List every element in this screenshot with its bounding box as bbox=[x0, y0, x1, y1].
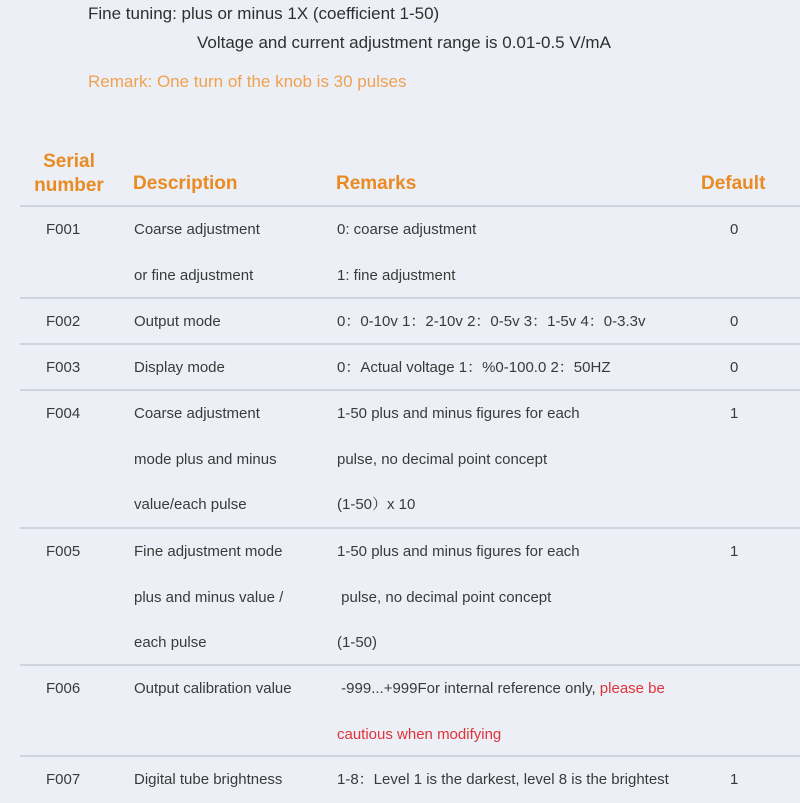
serial-cell: F004 bbox=[46, 405, 81, 422]
remarks-cell bbox=[337, 529, 580, 666]
knob-remark-text: Remark: One turn of the knob is 30 pulses bbox=[88, 72, 407, 91]
serial-cell: F007 bbox=[46, 771, 81, 788]
remarks-cell bbox=[337, 299, 645, 345]
default-cell: 1 bbox=[730, 771, 739, 788]
description-line: Digital tube brightness bbox=[134, 771, 283, 788]
default-cell: 1 bbox=[730, 543, 739, 560]
serial-cell: F003 bbox=[46, 359, 81, 376]
header-serial-line1: Serial bbox=[43, 151, 95, 172]
remarks-line: 1-8：Level 1 is the darkest, level 8 is the brightest bbox=[337, 771, 669, 788]
default-cell: 0 bbox=[730, 313, 739, 330]
fine-tuning-text: Fine tuning: plus or minus 1X (coefficient 1-50) bbox=[88, 4, 440, 23]
description-line: Fine adjustment mode bbox=[134, 543, 283, 560]
description-line: Display mode bbox=[134, 359, 225, 376]
description-cell bbox=[134, 757, 282, 803]
table-row bbox=[20, 345, 800, 391]
description-line: Coarse adjustment bbox=[134, 405, 260, 422]
description-line: Coarse adjustment bbox=[134, 221, 260, 238]
table-row bbox=[20, 391, 800, 529]
remarks-line: 1-50 plus and minus figures for each bbox=[337, 405, 580, 422]
description-cell bbox=[134, 666, 292, 712]
remarks-line: 1-50 plus and minus figures for each bbox=[337, 543, 580, 560]
table-row bbox=[20, 529, 800, 666]
remarks-cell bbox=[337, 345, 610, 391]
default-cell: 0 bbox=[730, 221, 739, 238]
adjustment-range-text: Voltage and current adjustment range is 0.01-0.5 V/mA bbox=[197, 33, 611, 52]
default-cell: 1 bbox=[730, 405, 739, 422]
remarks-line: pulse, no decimal point concept bbox=[337, 588, 552, 606]
table-header bbox=[20, 148, 800, 207]
remarks-cell bbox=[337, 391, 580, 528]
description-line: Output calibration value bbox=[134, 680, 292, 697]
description-line: Output mode bbox=[134, 313, 221, 330]
table-row bbox=[20, 207, 800, 299]
header-serial-number bbox=[28, 150, 110, 198]
remarks-normal-text: -999...+999For internal reference only, bbox=[337, 680, 600, 697]
header-remarks: Remarks bbox=[336, 173, 417, 194]
remarks-cell bbox=[337, 666, 665, 757]
description-cell bbox=[134, 345, 225, 391]
remarks-cell bbox=[337, 207, 476, 298]
table-row bbox=[20, 299, 800, 345]
remarks-line: 0: coarse adjustment bbox=[337, 221, 477, 238]
serial-cell: F001 bbox=[46, 221, 81, 238]
remarks-line: 0：0-10v 1：2-10v 2：0-5v 3：1-5v 4：0-3.3v bbox=[337, 313, 646, 330]
remarks-line: 1: fine adjustment bbox=[337, 266, 456, 284]
parameter-table bbox=[20, 148, 800, 803]
remarks-line: (1-50）x 10 bbox=[337, 496, 416, 513]
description-line: each pulse bbox=[134, 634, 207, 651]
description-line: or fine adjustment bbox=[134, 266, 254, 284]
serial-cell: F005 bbox=[46, 543, 81, 560]
description-cell bbox=[134, 299, 221, 345]
remarks-warning-text: cautious when modifying bbox=[337, 725, 502, 743]
default-cell: 0 bbox=[730, 359, 739, 376]
description-line: plus and minus value / bbox=[134, 588, 284, 606]
description-line: value/each pulse bbox=[134, 496, 247, 513]
remarks-line: 0：Actual voltage 1：%0-100.0 2：50HZ bbox=[337, 359, 611, 376]
serial-cell: F002 bbox=[46, 313, 81, 330]
remarks-line bbox=[337, 666, 665, 712]
serial-cell: F006 bbox=[46, 680, 81, 697]
table-row bbox=[20, 757, 800, 803]
header-serial-line2: number bbox=[34, 175, 104, 196]
header-description: Description bbox=[133, 173, 238, 194]
remarks-line: (1-50) bbox=[337, 634, 378, 651]
header-default: Default bbox=[701, 173, 766, 194]
remarks-warning-text: please be bbox=[599, 680, 665, 697]
table-row bbox=[20, 666, 800, 757]
description-line: mode plus and minus bbox=[134, 450, 277, 468]
description-cell bbox=[134, 391, 277, 528]
description-cell bbox=[134, 207, 260, 298]
remarks-line: pulse, no decimal point concept bbox=[337, 450, 548, 468]
description-cell bbox=[134, 529, 283, 666]
remarks-cell bbox=[337, 757, 669, 803]
